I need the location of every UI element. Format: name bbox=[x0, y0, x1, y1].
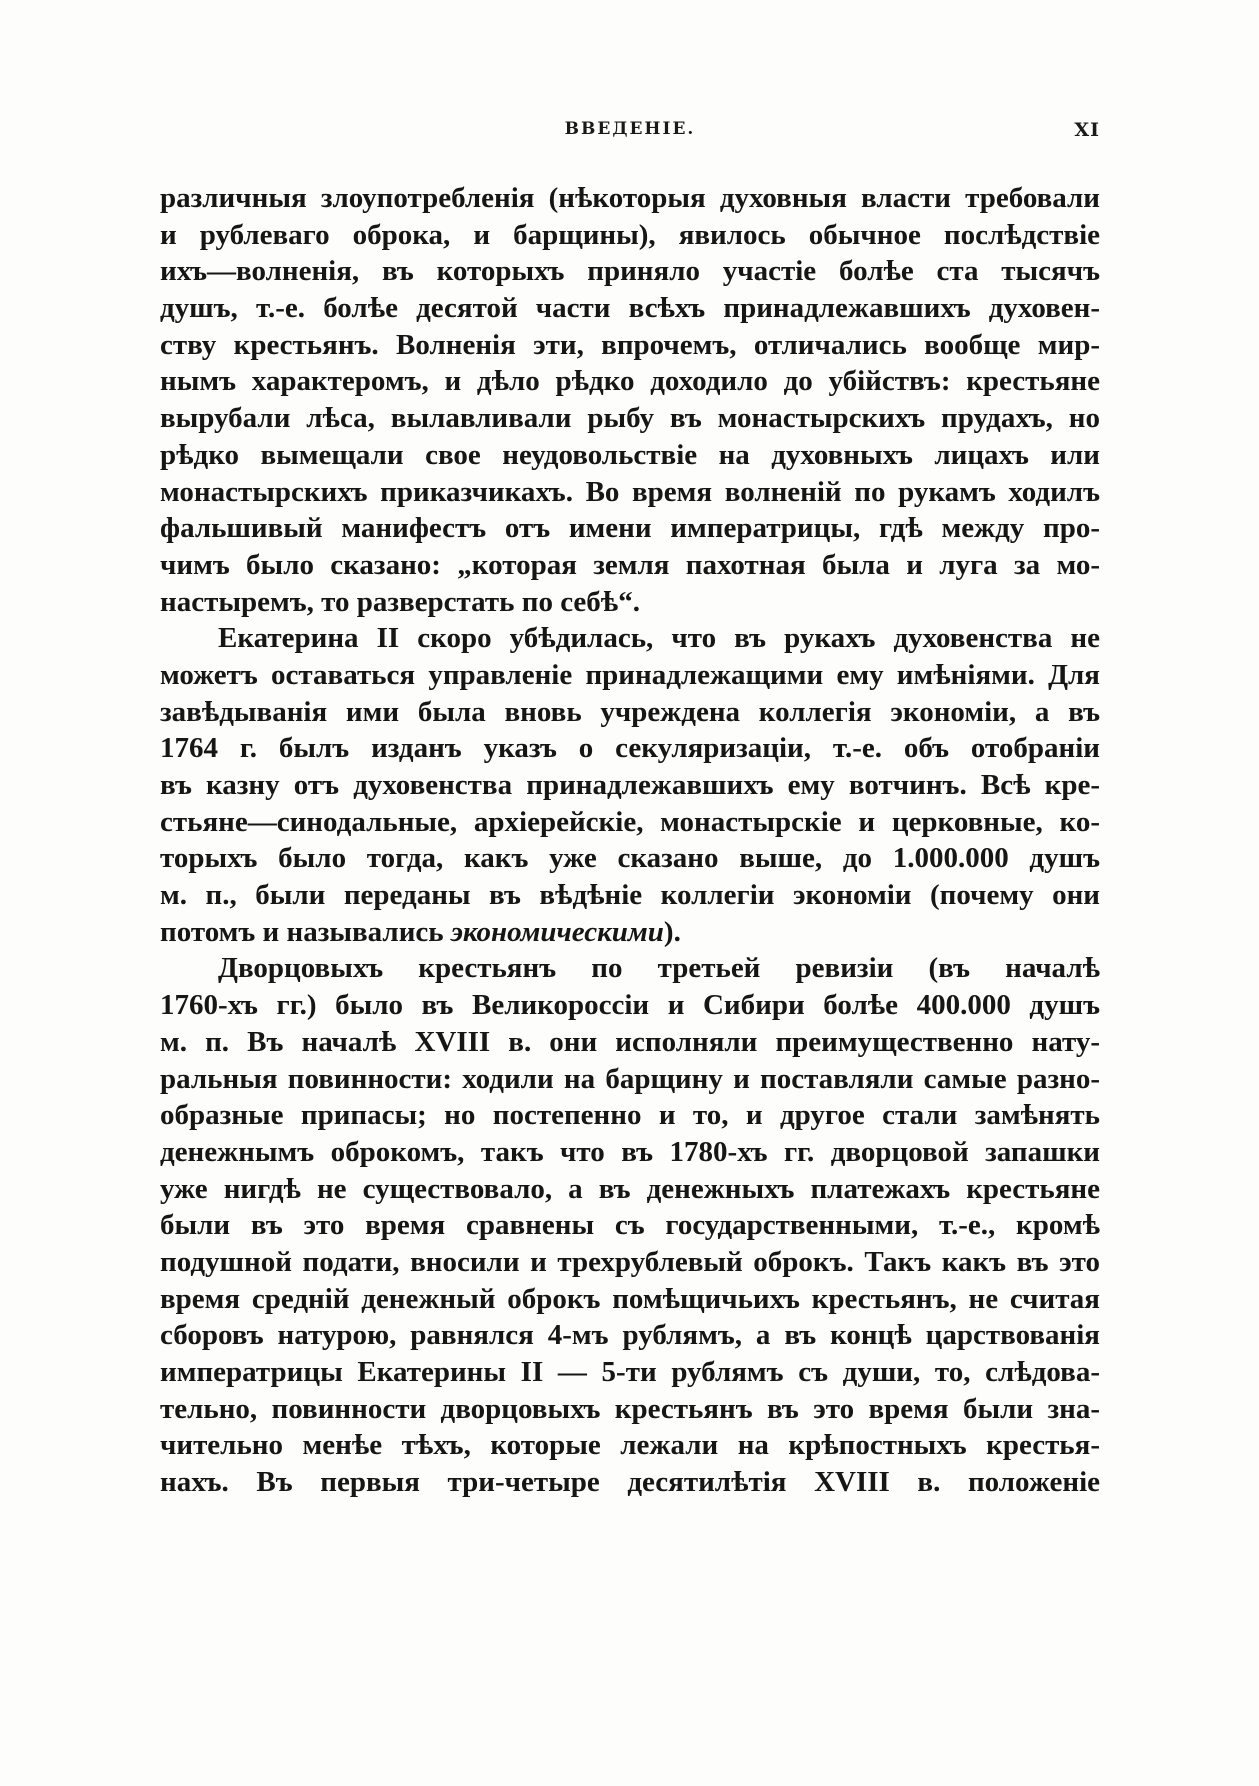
text-line: нымъ характеромъ, и дѣло рѣдко доходило до убійствъ: крестьяне bbox=[160, 365, 1100, 398]
text-line: м. п. Въ началѣ XVIII в. они исполняли преимущественно нату- bbox=[160, 1025, 1100, 1058]
text-line bbox=[160, 914, 1100, 951]
text-line: м. п., были переданы въ вѣдѣніе коллегіи экономіи (почему они bbox=[160, 879, 1100, 912]
text-line: монастырскихъ приказчикахъ. Во время волненій по рукамъ ходилъ bbox=[160, 475, 1100, 508]
text-line: стьяне—синодальные, архіерейскіе, монастырскіе и церковные, ко- bbox=[160, 805, 1100, 838]
text-line: уже нигдѣ не существовало, а въ денежныхъ платежахъ крестьяне bbox=[160, 1172, 1100, 1205]
text-line: чимъ было сказано: „которая земля пахотная была и луга за мо- bbox=[160, 548, 1100, 581]
text-line: фальшивый манифестъ отъ имени императрицы, гдѣ между про- bbox=[160, 512, 1100, 545]
text-line: рѣдко вымещали свое неудовольствіе на духовныхъ лицахъ или bbox=[160, 438, 1100, 471]
text-line: душъ, т.-е. болѣе десятой части всѣхъ принадлежавшихъ духовен- bbox=[160, 292, 1100, 325]
text-line: торыхъ было тогда, какъ уже сказано выше, до 1.000.000 душъ bbox=[160, 842, 1100, 875]
text-line: чительно менѣе тѣхъ, которые лежали на крѣпостныхъ крестья- bbox=[160, 1429, 1100, 1462]
text-line: были въ это время сравнены съ государственными, т.-е., кромѣ bbox=[160, 1209, 1100, 1242]
text-line: ральныя повинности: ходили на барщину и поставляли самые разно- bbox=[160, 1062, 1100, 1095]
text-line: денежнымъ оброкомъ, такъ что въ 1780-хъ гг. дворцовой запашки bbox=[160, 1135, 1100, 1168]
text-line: настыремъ, то разверстать по себѣ“. bbox=[160, 585, 640, 618]
text-fragment: ). bbox=[663, 915, 681, 948]
text-line: тельно, повинности дворцовыхъ крестьянъ въ это время были зна- bbox=[160, 1392, 1100, 1425]
text-fragment: потомъ и назывались bbox=[160, 915, 444, 948]
text-line: вырубали лѣса, вылавливали рыбу въ монастырскихъ прудахъ, но bbox=[160, 402, 1100, 435]
text-line: сборовъ натурою, равнялся 4-мъ рублямъ, а въ концѣ царствованія bbox=[160, 1319, 1100, 1352]
text-line: въ казну отъ духовенства принадлежавшихъ ему вотчинъ. Всѣ кре- bbox=[160, 769, 1100, 801]
page-number: XI bbox=[1074, 119, 1100, 141]
italic-term: экономическими bbox=[450, 915, 664, 948]
text-line: ству крестьянъ. Волненія эти, впрочемъ, отличались вообще мир- bbox=[160, 328, 1100, 361]
text-line: подушной подати, вносили и трехрублевый оброкъ. Такъ какъ въ это bbox=[160, 1245, 1100, 1278]
text-line: нахъ. Въ первыя три-четыре десятилѣтія XVIII в. положеніе bbox=[160, 1466, 1100, 1499]
body-text bbox=[160, 180, 1100, 1501]
running-head bbox=[160, 119, 1100, 149]
text-line: время среднiй денежный оброкъ помѣщичьихъ крестьянъ, не считая bbox=[160, 1282, 1100, 1315]
text-line: Дворцовыхъ крестьянъ по третьей ревизіи (въ началѣ bbox=[218, 952, 1100, 985]
text-line: и рублеваго оброка, и барщины), явилось обычное послѣдствіе bbox=[160, 218, 1100, 251]
text-line: можетъ оставаться управленіе принадлежащими ему имѣніями. Для bbox=[160, 658, 1100, 691]
text-line: 1760-хъ гг.) было въ Великороссіи и Сибири болѣе 400.000 душъ bbox=[160, 989, 1100, 1022]
text-line: 1764 г. былъ изданъ указъ о секуляризаціи, т.-е. объ отобраніи bbox=[160, 732, 1100, 765]
text-line: образные припасы; но постепенно и то, и другое стали замѣнять bbox=[160, 1099, 1100, 1132]
text-line: завѣдыванія ими была вновь учреждена коллегія экономіи, а въ bbox=[160, 695, 1100, 728]
text-line: Екатерина II скоро убѣдилась, что въ рукахъ духовенства не bbox=[218, 622, 1100, 655]
text-line: императрицы Екатерины II — 5-ти рублямъ съ души, то, слѣдова- bbox=[160, 1356, 1100, 1388]
text-line: ихъ—волненія, въ которыхъ приняло участіе болѣе ста тысячъ bbox=[160, 255, 1100, 288]
running-title: ВВЕДЕНІЕ. bbox=[564, 119, 696, 139]
text-line: различныя злоупотребленія (нѣкоторыя духовныя власти требовали bbox=[160, 182, 1100, 214]
